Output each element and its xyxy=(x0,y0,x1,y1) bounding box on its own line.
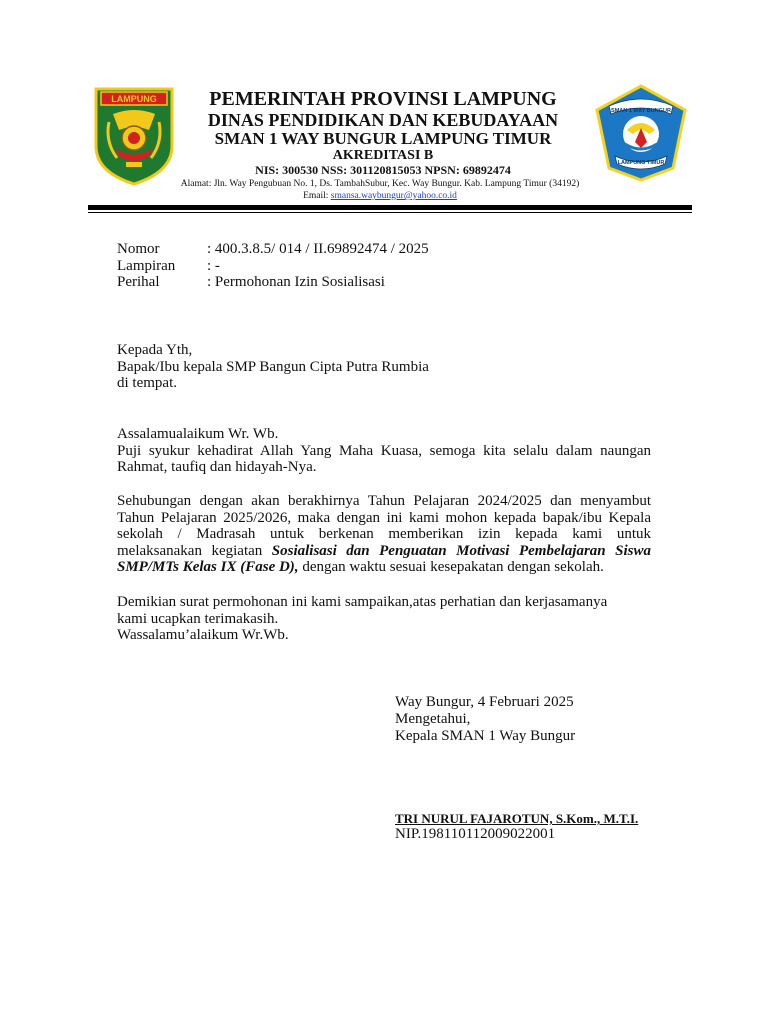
paragraph-line: Rahmat, taufiq dan hidayah-Nya. xyxy=(117,459,317,475)
email-label: Email: xyxy=(303,191,329,201)
school-heading: SMAN 1 WAY BUNGUR LAMPUNG TIMUR xyxy=(214,129,552,148)
signatory-name: TRI NURUL FAJAROTUN, S.Kom., M.T.I. xyxy=(395,811,639,826)
lampung-province-crest-logo xyxy=(93,86,175,186)
paragraph-line xyxy=(117,543,651,560)
letterhead-divider-thin xyxy=(88,212,692,213)
number-label: Nomor xyxy=(117,241,160,257)
signatory-nip: NIP.198110112009022001 xyxy=(395,826,556,842)
number-value: : 400.3.8.5/ 014 / II.69892474 / 2025 xyxy=(207,241,429,257)
paragraph-text: dengan waktu sesuai kesepakatan dengan sekolah. xyxy=(298,559,604,575)
activity-title: Sosialisasi dan Penguatan Motivasi Pembelajaran Siswa xyxy=(271,542,651,559)
signature-place-date: Way Bungur, 4 Februari 2025 xyxy=(395,694,574,710)
paragraph-line: Sehubungan dengan akan berakhirnya Tahun Pelajaran 2024/2025 dan menyambut xyxy=(117,493,651,509)
greeting-paragraph xyxy=(117,426,651,476)
accreditation-line: AKREDITASI B xyxy=(332,148,434,163)
emblem-top-text: SMAN 1 WAY BUNGUR xyxy=(611,108,671,114)
attachment-value: : - xyxy=(207,258,220,274)
paragraph-line: kami ucapkan terimakasih. xyxy=(117,610,279,627)
subject-label: Perihal xyxy=(117,274,160,290)
school-ids-line: NIS: 300530 NSS: 301120815053 NPSN: 69892474 xyxy=(255,163,511,177)
crest-banner-text: LAMPUNG xyxy=(111,94,157,104)
closing-paragraph xyxy=(117,594,651,644)
department-heading: DINAS PENDIDIKAN DAN KEBUDAYAAN xyxy=(207,110,559,130)
recipient-line: Bapak/Ibu kepala SMP Bangun Cipta Putra Rumbia xyxy=(117,358,429,375)
paragraph-line: sekolah / Madrasah untuk berkenan memberikan izin kepada kami untuk xyxy=(117,526,651,542)
recipient-line: Kepada Yth, xyxy=(117,342,193,358)
subject-value: : Permohonan Izin Sosialisasi xyxy=(207,274,385,290)
paragraph-line: Tahun Pelajaran 2025/2026, maka dengan ini kami mohon kepada bapak/ibu Kepala xyxy=(117,509,651,526)
province-heading: PEMERINTAH PROVINSI LAMPUNG xyxy=(209,88,557,110)
school-emblem-logo xyxy=(591,84,691,182)
letterhead-divider-thick xyxy=(88,205,692,210)
email-line xyxy=(230,191,530,201)
email-link[interactable]: smansa.waybungur@yahoo.co.id xyxy=(330,191,457,201)
paragraph-line: Demikian surat permohonan ini kami sampaikan,atas perhatian dan kerjasamanya xyxy=(117,594,608,610)
signature-position: Kepala SMAN 1 Way Bungur xyxy=(395,728,576,744)
paragraph-line xyxy=(117,559,651,576)
emblem-bottom-text: LAMPUNG TIMUR xyxy=(617,160,665,166)
request-paragraph xyxy=(117,493,651,576)
address-line: Alamat: Jln. Way Pengubuan No. 1, Ds. TambahSubur, Kec. Way Bungur. Kab. Lampung Timur (34192) xyxy=(180,179,580,189)
paragraph-text: melaksanakan kegiatan xyxy=(117,542,272,559)
closing-salutation: Wassalamu’alaikum Wr.Wb. xyxy=(117,627,289,643)
signature-acknowledged: Mengetahui, xyxy=(395,711,471,727)
attachment-label: Lampiran xyxy=(117,258,176,274)
activity-target: SMP/MTs Kelas IX (Fase D), xyxy=(117,559,299,575)
greeting: Assalamualaikum Wr. Wb. xyxy=(117,426,279,442)
recipient-line: di tempat. xyxy=(117,375,177,391)
paragraph-line: Puji syukur kehadirat Allah Yang Maha Kuasa, semoga kita selalu dalam naungan xyxy=(117,442,651,459)
recipient-block xyxy=(117,342,651,392)
